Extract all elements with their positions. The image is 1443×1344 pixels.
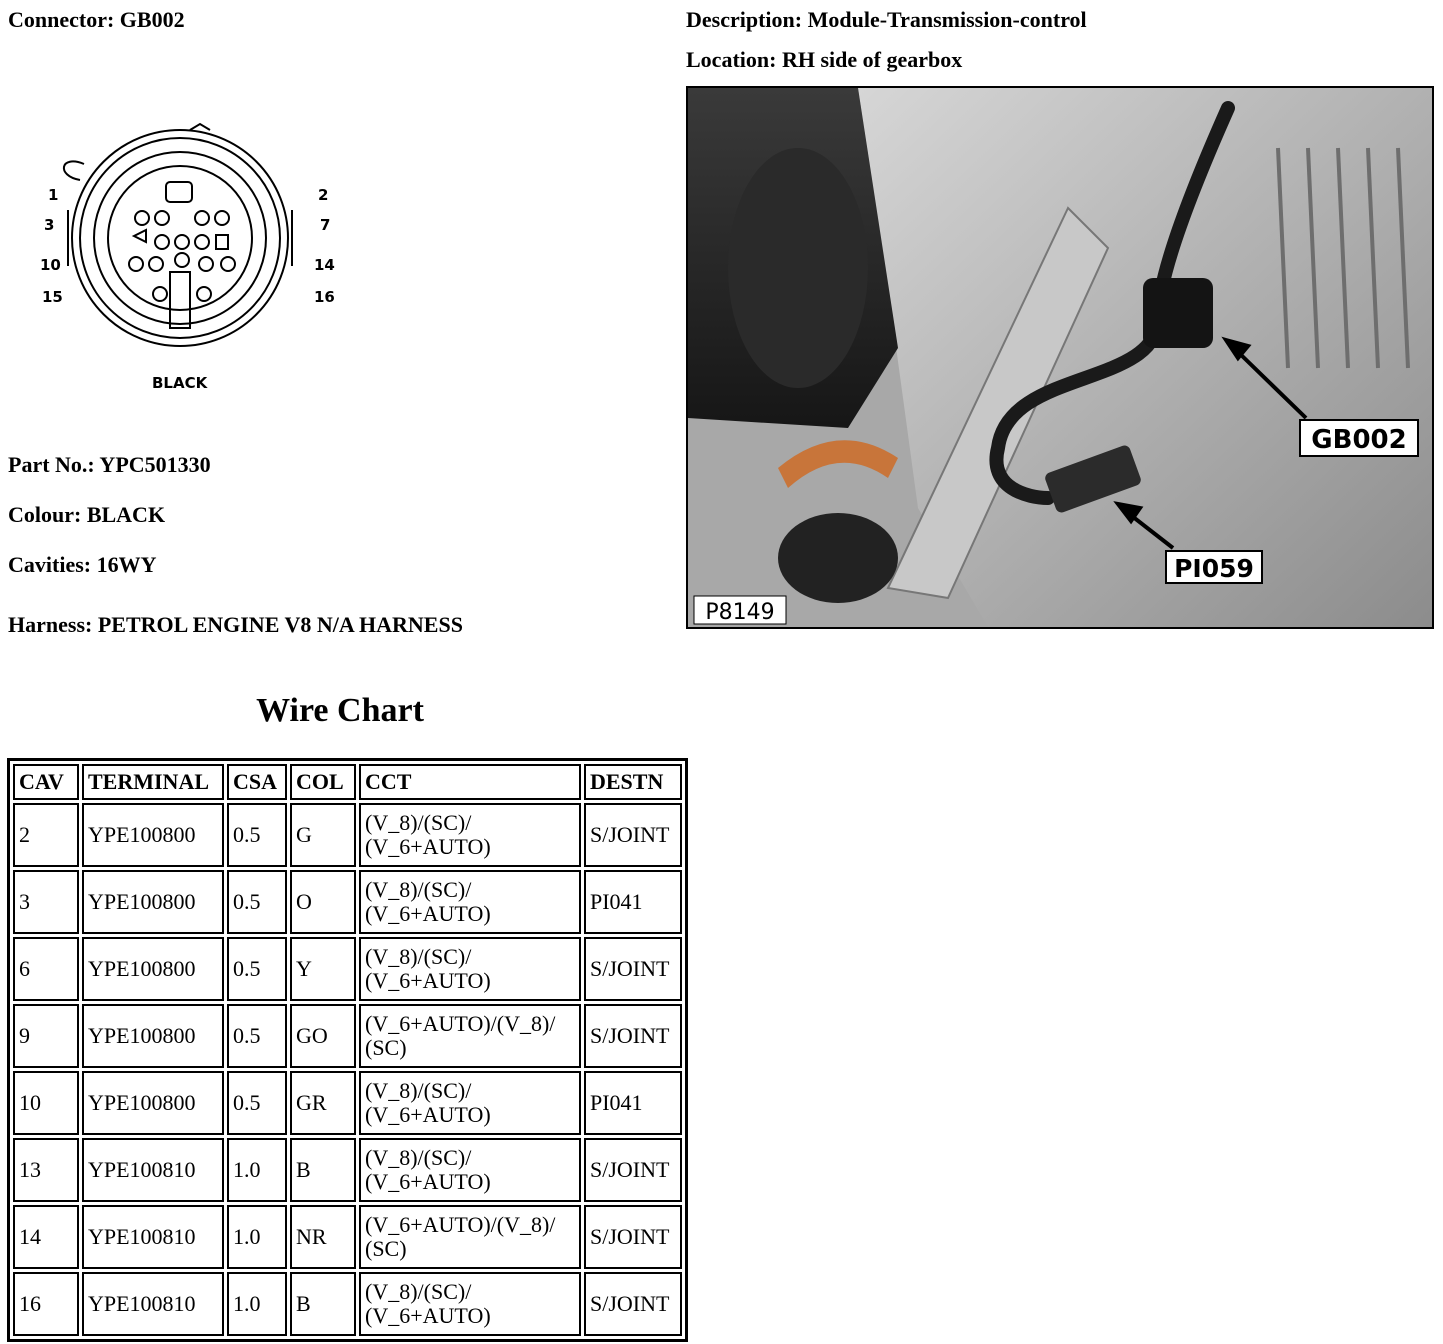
destn-cell: S/JOINT — [584, 1004, 682, 1068]
csa-cell: 0.5 — [227, 937, 287, 1001]
cav-cell: 2 — [13, 803, 79, 867]
pin-label-15: 15 — [42, 288, 63, 306]
col-cell: GR — [290, 1071, 356, 1135]
table-row — [13, 803, 682, 867]
column-header: CCT — [359, 764, 581, 800]
part-number-label: Part No.: YPC501330 — [8, 452, 211, 477]
cct-cell — [359, 1004, 581, 1068]
cct-cell — [359, 1138, 581, 1202]
location-label: Location: RH side of gearbox — [686, 47, 963, 72]
callout-pi059: PI059 — [1174, 554, 1254, 583]
cct-cell — [359, 1272, 581, 1336]
cct-line: (V_8)/(SC)/ — [365, 1145, 472, 1170]
csa-cell: 1.0 — [227, 1205, 287, 1269]
cct-line: (V_8)/(SC)/ — [365, 877, 472, 902]
terminal-cell: YPE100800 — [82, 803, 224, 867]
terminal-cell: YPE100810 — [82, 1272, 224, 1336]
cct-cell — [359, 870, 581, 934]
cct-cell — [359, 1205, 581, 1269]
cav-cell: 16 — [13, 1272, 79, 1336]
cct-line: (V_6+AUTO)/(V_8)/ — [365, 1011, 556, 1036]
pin-label-2: 2 — [318, 186, 329, 204]
harness-label: Harness: PETROL ENGINE V8 N/A HARNESS — [8, 612, 463, 637]
csa-cell: 0.5 — [227, 1004, 287, 1068]
destn-cell: S/JOINT — [584, 1138, 682, 1202]
photo-code: P8149 — [705, 600, 775, 625]
colour-label: Colour: BLACK — [8, 502, 166, 527]
connector-colour-caption: BLACK — [152, 374, 208, 392]
connector-label: Connector: GB002 — [8, 7, 185, 32]
destn-cell: S/JOINT — [584, 1272, 682, 1336]
cct-line: (V_8)/(SC)/ — [365, 1078, 472, 1103]
table-row — [13, 937, 682, 1001]
wire-chart-title: Wire Chart — [256, 692, 424, 729]
csa-cell: 0.5 — [227, 803, 287, 867]
cct-line: (V_6+AUTO) — [365, 1102, 491, 1127]
pin-label-14: 14 — [314, 256, 335, 274]
cct-line: (V_6+AUTO) — [365, 901, 491, 926]
csa-cell: 1.0 — [227, 1138, 287, 1202]
cct-line: (V_8)/(SC)/ — [365, 944, 472, 969]
table-row — [13, 1138, 682, 1202]
column-header: COL — [290, 764, 356, 800]
cav-cell: 9 — [13, 1004, 79, 1068]
table-row — [13, 1071, 682, 1135]
cct-cell — [359, 937, 581, 1001]
cav-cell: 3 — [13, 870, 79, 934]
terminal-cell: YPE100810 — [82, 1138, 224, 1202]
column-header: DESTN — [584, 764, 682, 800]
csa-cell: 0.5 — [227, 870, 287, 934]
table-row — [13, 870, 682, 934]
col-cell: O — [290, 870, 356, 934]
col-cell: B — [290, 1272, 356, 1336]
cct-line: (SC) — [365, 1035, 407, 1060]
terminal-cell: YPE100800 — [82, 1071, 224, 1135]
col-cell: GO — [290, 1004, 356, 1068]
terminal-cell: YPE100800 — [82, 937, 224, 1001]
table-row — [13, 1272, 682, 1336]
cav-cell: 14 — [13, 1205, 79, 1269]
location-photo — [686, 86, 1434, 629]
col-cell: B — [290, 1138, 356, 1202]
csa-cell: 0.5 — [227, 1071, 287, 1135]
terminal-cell: YPE100810 — [82, 1205, 224, 1269]
terminal-cell: YPE100800 — [82, 870, 224, 934]
cav-cell: 6 — [13, 937, 79, 1001]
table-row — [13, 1205, 682, 1269]
cct-cell — [359, 1071, 581, 1135]
cct-line: (V_6+AUTO)/(V_8)/ — [365, 1212, 556, 1237]
cct-line: (V_6+AUTO) — [365, 1303, 491, 1328]
column-header: TERMINAL — [82, 764, 224, 800]
cct-line: (V_8)/(SC)/ — [365, 810, 472, 835]
col-cell: G — [290, 803, 356, 867]
column-header: CSA — [227, 764, 287, 800]
pin-label-16: 16 — [314, 288, 335, 306]
cct-line: (V_6+AUTO) — [365, 1169, 491, 1194]
destn-cell: S/JOINT — [584, 803, 682, 867]
callout-gb002: GB002 — [1311, 425, 1407, 455]
wire-chart-table — [7, 758, 688, 1342]
cav-cell: 10 — [13, 1071, 79, 1135]
col-cell: NR — [290, 1205, 356, 1269]
pin-label-7: 7 — [320, 216, 331, 234]
cct-line: (V_8)/(SC)/ — [365, 1279, 472, 1304]
pin-label-1: 1 — [48, 186, 59, 204]
destn-cell: PI041 — [584, 1071, 682, 1135]
column-header: CAV — [13, 764, 79, 800]
destn-cell: S/JOINT — [584, 1205, 682, 1269]
cavities-label: Cavities: 16WY — [8, 552, 157, 577]
destn-cell: PI041 — [584, 870, 682, 934]
col-cell: Y — [290, 937, 356, 1001]
description-label: Description: Module-Transmission-control — [686, 7, 1087, 32]
cct-line: (V_6+AUTO) — [365, 834, 491, 859]
connector-face-diagram — [40, 118, 360, 408]
pin-label-3: 3 — [44, 216, 55, 234]
cct-line: (SC) — [365, 1236, 407, 1261]
pin-label-10: 10 — [40, 256, 61, 274]
table-header-row — [13, 764, 682, 800]
cav-cell: 13 — [13, 1138, 79, 1202]
table-row — [13, 1004, 682, 1068]
cct-line: (V_6+AUTO) — [365, 968, 491, 993]
cct-cell — [359, 803, 581, 867]
terminal-cell: YPE100800 — [82, 1004, 224, 1068]
destn-cell: S/JOINT — [584, 937, 682, 1001]
csa-cell: 1.0 — [227, 1272, 287, 1336]
